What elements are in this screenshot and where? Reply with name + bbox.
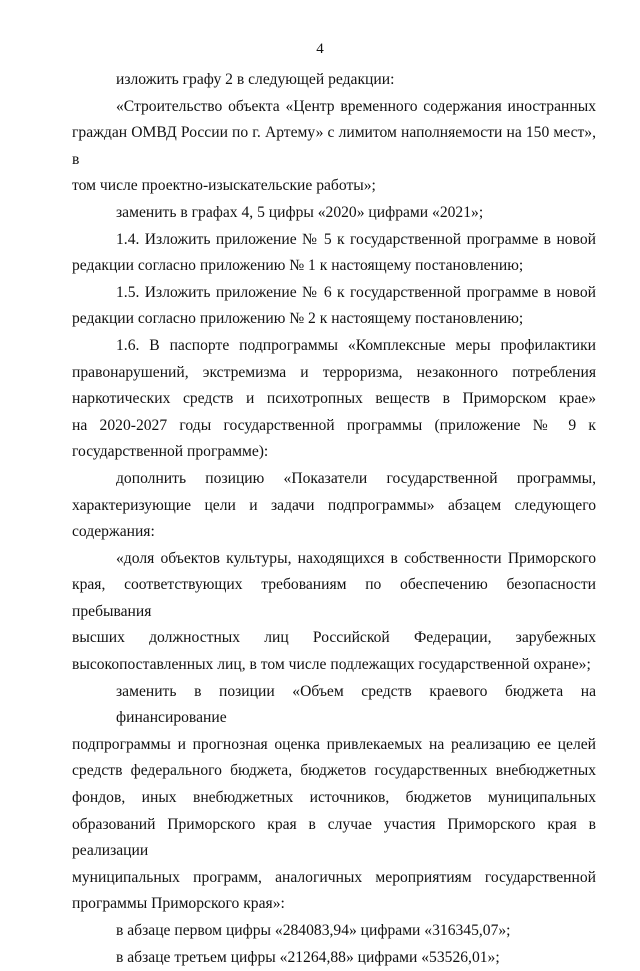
- text-line: «Строительство объекта «Центр временного содержания иностранных: [116, 97, 596, 115]
- text-line: граждан ОМВД России по г. Артему» с лимитом наполняемости на 150 мест», в: [72, 124, 596, 168]
- text-line: «доля объектов культуры, находящихся в собственности Приморского: [116, 549, 596, 567]
- text-line: фондов, иных внебюджетных источников, бюджетов муниципальных: [72, 789, 596, 807]
- text-line: программы Приморского края»:: [72, 895, 285, 913]
- paragraph: [72, 227, 596, 280]
- paragraph: [72, 546, 596, 679]
- document-body: [72, 67, 596, 971]
- text-line: редакции согласно приложению № 2 к настоящему постановлению;: [72, 310, 524, 328]
- text-line: высших должностных лиц Российской Федерации, зарубежных: [72, 629, 596, 647]
- text-line: 1.4. Изложить приложение № 5 к государственной программе в новой: [116, 230, 596, 248]
- text-line: том числе проектно-изыскательские работы»;: [72, 177, 376, 195]
- text-line: государственной программе):: [72, 443, 269, 461]
- text-line: образований Приморского края в случае участия Приморского края в реализации: [72, 815, 596, 860]
- text-line: 1.6. В паспорте подпрограммы «Комплексные меры профилактики: [116, 336, 596, 354]
- text-line: 1.5. Изложить приложение № 6 к государственной программе в новой: [116, 283, 596, 301]
- text-line: в абзаце третьем цифры «21264,88» цифрами «53526,01»;: [116, 948, 500, 966]
- text-line: заменить в графах 4, 5 цифры «2020» цифрами «2021»;: [116, 203, 484, 221]
- text-line: в абзаце первом цифры «284083,94» цифрами «316345,07»;: [116, 922, 511, 939]
- paragraph: [72, 679, 596, 918]
- text-line: средств федерального бюджета, бюджетов государственных внебюджетных: [72, 762, 596, 780]
- paragraph: [72, 333, 596, 466]
- text-line: высокопоставленных лиц, в том числе подлежащих государственной охране»;: [72, 656, 591, 674]
- text-line: наркотических средств и психотропных веществ в Приморском крае»: [72, 390, 596, 408]
- paragraph: [72, 94, 596, 200]
- text-line: дополнить позицию «Показатели государственной программы,: [116, 469, 596, 487]
- text-line: подпрограммы и прогнозная оценка привлекаемых на реализацию ее целей: [72, 735, 596, 753]
- text-line: изложить графу 2 в следующей редакции:: [116, 71, 395, 88]
- paragraph: [72, 466, 596, 546]
- paragraph: [72, 200, 596, 227]
- text-line: характеризующие цели и задачи подпрограммы» абзацем следующего: [72, 496, 596, 514]
- page-number: 4: [316, 41, 324, 57]
- text-line: содержания:: [72, 523, 155, 541]
- paragraph: [72, 945, 596, 971]
- text-line: края, соответствующих требованиям по обеспечению безопасности пребывания: [72, 576, 596, 620]
- text-line: редакции согласно приложению № 1 к настоящему постановлению;: [72, 257, 524, 275]
- text-line: муниципальных программ, аналогичных мероприятиям государственной: [72, 868, 596, 886]
- text-line: на 2020-2027 годы государственной программы (приложение № 9 к: [72, 416, 596, 434]
- text-line: правонарушений, экстремизма и терроризма, незаконного потребления: [72, 363, 596, 381]
- paragraph: [72, 67, 596, 94]
- paragraph: [72, 918, 596, 945]
- text-line: заменить в позиции «Объем средств краевого бюджета на финансирование: [116, 682, 596, 727]
- paragraph: [72, 280, 596, 333]
